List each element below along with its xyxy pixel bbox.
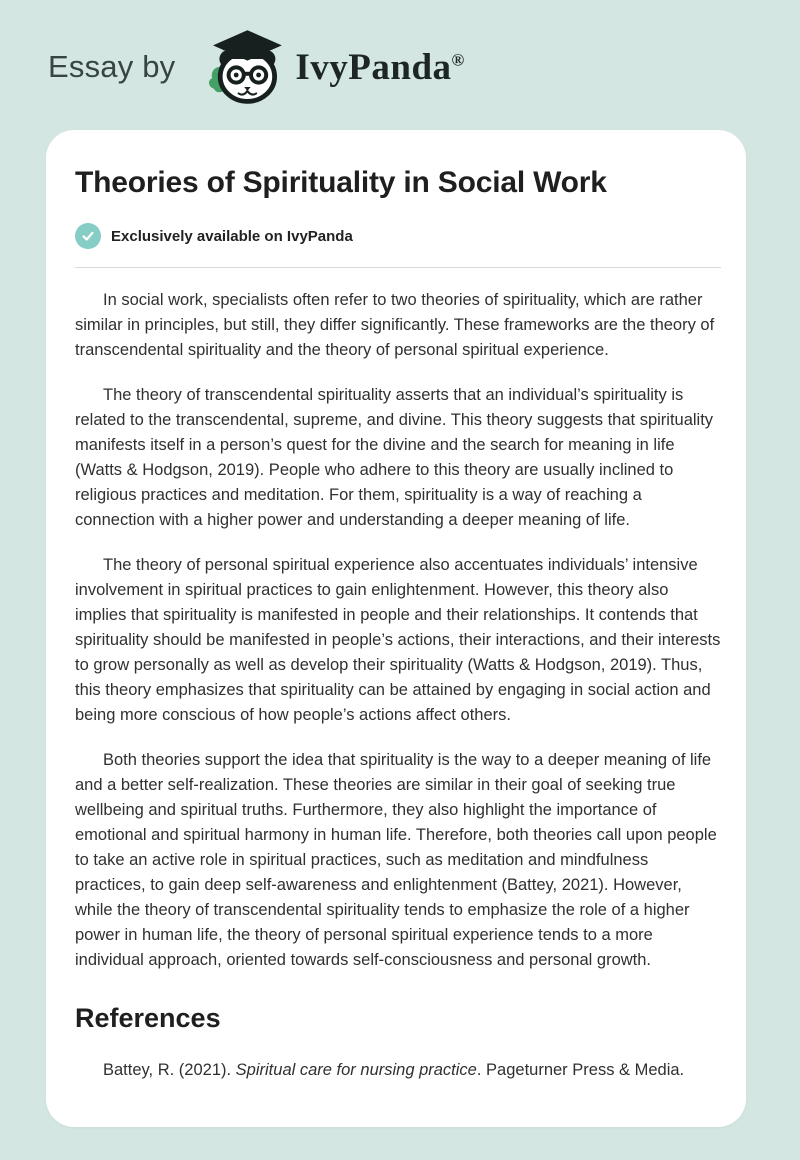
essay-paragraph: The theory of personal spiritual experience also accentuates individuals’ intensive involvement in spiritual practices to gain enlightenment. However, this theory also implies that spirituality is manifested in people and their relationships. It contends that spirituality should be manifested in people’s actions, their interactions, and their interests to grow personally as well as develop their spirituality (Watts & Hodgson, 2019). Thus, this theory emphasizes that spirituality can be attained by engaging in social action and being more conscious of how people’s actions affect others. bbox=[75, 556, 721, 724]
divider bbox=[75, 267, 721, 268]
ivypanda-logo[interactable] bbox=[205, 27, 464, 107]
essay-paragraph: The theory of transcendental spirituality asserts that an individual’s spirituality is related to the transcendental, supreme, and divine. This theory suggests that spirituality manifests itself in a person’s quest for the divine and the search for meaning in life (Watts & Hodgson, 2019). People who adhere to this theory are usually inclined to religious practices and meditation. For them, spirituality is a way of reaching a connection with a higher power and understanding a deeper meaning of life. bbox=[75, 386, 714, 529]
reference-authors: Battey, R. (2021). bbox=[103, 1061, 236, 1079]
site-header bbox=[0, 0, 800, 130]
essay-card bbox=[46, 130, 746, 1127]
exclusive-badge bbox=[75, 223, 722, 249]
essay-by-label: Essay by bbox=[48, 49, 176, 84]
page-title: Theories of Spirituality in Social Work bbox=[75, 166, 607, 199]
badge-label: Exclusively available on IvyPanda bbox=[111, 227, 353, 245]
brand-name[interactable]: IvyPanda® bbox=[295, 46, 465, 88]
essay-paragraph: In social work, specialists often refer to two theories of spirituality, which are rather similar in principles, but still, they differ significantly. These frameworks are the theory of transcendental spirituality and the theory of personal spiritual experience. bbox=[75, 291, 715, 359]
registered-mark: ® bbox=[451, 50, 465, 70]
panda-graduate-icon bbox=[205, 27, 285, 107]
essay-paragraph: Both theories support the idea that spirituality is the way to a deeper meaning of life and a better self-realization. These theories are similar in their goal of seeking true wellbeing and spiritual truths. Furthermore, they also highlight the importance of emotional and spiritual harmony in human life. Therefore, both theories call upon people to take an active role in spiritual practices, such as meditation and mindfulness practices, to gain deep self-awareness and enlightenment (Battey, 2021). However, while the theory of transcendental spirituality tends to emphasize the role of a higher power in human life, the theory of personal spiritual experience tends to a more individual approach, oriented towards self-consciousness and personal growth. bbox=[75, 751, 717, 969]
reference-entry bbox=[75, 1058, 723, 1083]
check-icon bbox=[75, 223, 101, 249]
reference-publisher: . Pageturner Press & Media. bbox=[476, 1061, 685, 1079]
reference-title: Spiritual care for nursing practice bbox=[235, 1061, 477, 1079]
references-heading: References bbox=[75, 1003, 221, 1033]
